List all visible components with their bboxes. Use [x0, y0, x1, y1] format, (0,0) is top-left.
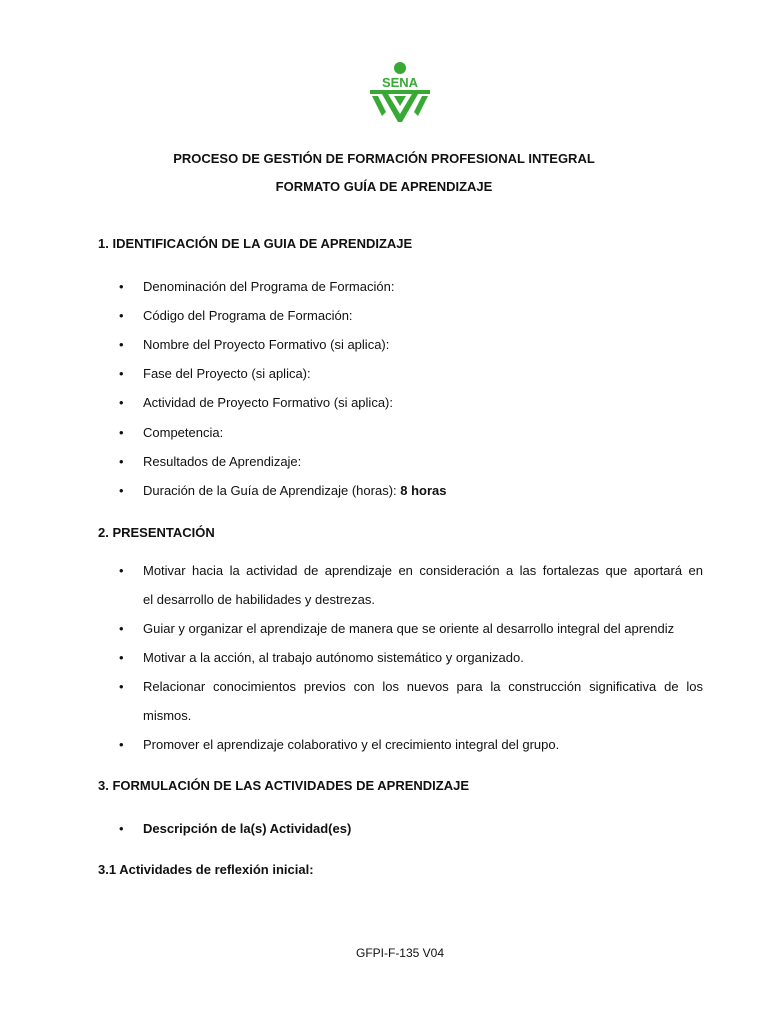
document-format-title: FORMATO GUÍA DE APRENDIZAJE: [275, 179, 493, 194]
list-item-activity-description: Descripción de la(s) Actividad(es): [143, 821, 352, 836]
list-item: Promover el aprendizaje colaborativo y el crecimiento integral del grupo.: [143, 737, 560, 752]
footer-document-code: GFPI-F-135 V04: [355, 946, 445, 960]
list-item: Actividad de Proyecto Formativo (si aplica):: [143, 395, 393, 410]
list-item: Guiar y organizar el aprendizaje de manera que se oriente al desarrollo integral del aprendiz: [143, 621, 675, 636]
bullet: •: [119, 366, 124, 381]
bullet: •: [119, 425, 124, 440]
section-3-heading: 3. FORMULACIÓN DE LAS ACTIVIDADES DE APRENDIZAJE: [98, 778, 470, 793]
bullet: •: [119, 279, 124, 294]
bullet: •: [119, 337, 124, 352]
list-item: Fase del Proyecto (si aplica):: [143, 366, 311, 381]
bullet: •: [119, 483, 124, 498]
duration-value: 8 horas: [400, 483, 447, 498]
section-2-heading: 2. PRESENTACIÓN: [98, 525, 215, 540]
list-item: Relacionar conocimientos previos con los nuevos para la construcción significativa de los: [143, 679, 703, 694]
bullet: •: [119, 621, 124, 636]
bullet: •: [119, 395, 124, 410]
document-process-title: PROCESO DE GESTIÓN DE FORMACIÓN PROFESIONAL INTEGRAL: [173, 151, 595, 166]
bullet: •: [119, 821, 124, 836]
list-item: Resultados de Aprendizaje:: [143, 454, 302, 469]
bullet: •: [119, 737, 124, 752]
sena-logo: [368, 62, 432, 124]
bullet: •: [119, 454, 124, 469]
section-1-heading: 1. IDENTIFICACIÓN DE LA GUIA DE APRENDIZAJE: [98, 236, 413, 251]
bullet: •: [119, 308, 124, 323]
bullet: •: [119, 679, 124, 694]
bullet: •: [119, 563, 124, 578]
list-item: Motivar a la acción, al trabajo autónomo sistemático y organizado.: [143, 650, 524, 665]
duration-label: Duración de la Guía de Aprendizaje (horas):: [143, 483, 401, 498]
list-item-continuation: mismos.: [143, 708, 192, 723]
list-item: Código del Programa de Formación:: [143, 308, 353, 323]
list-item: Denominación del Programa de Formación:: [143, 279, 395, 294]
bullet: •: [119, 650, 124, 665]
list-item-continuation: el desarrollo de habilidades y destrezas.: [143, 592, 375, 607]
list-item: Nombre del Proyecto Formativo (si aplica):: [143, 337, 390, 352]
svg-text:SENA: SENA: [381, 75, 419, 90]
list-item-duration: [143, 483, 703, 499]
section-3-1-heading: 3.1 Actividades de reflexión inicial:: [98, 862, 314, 877]
list-item: Motivar hacia la actividad de aprendizaje en consideración a las fortalezas que aportará en: [143, 563, 703, 578]
list-item: Competencia:: [143, 425, 224, 440]
